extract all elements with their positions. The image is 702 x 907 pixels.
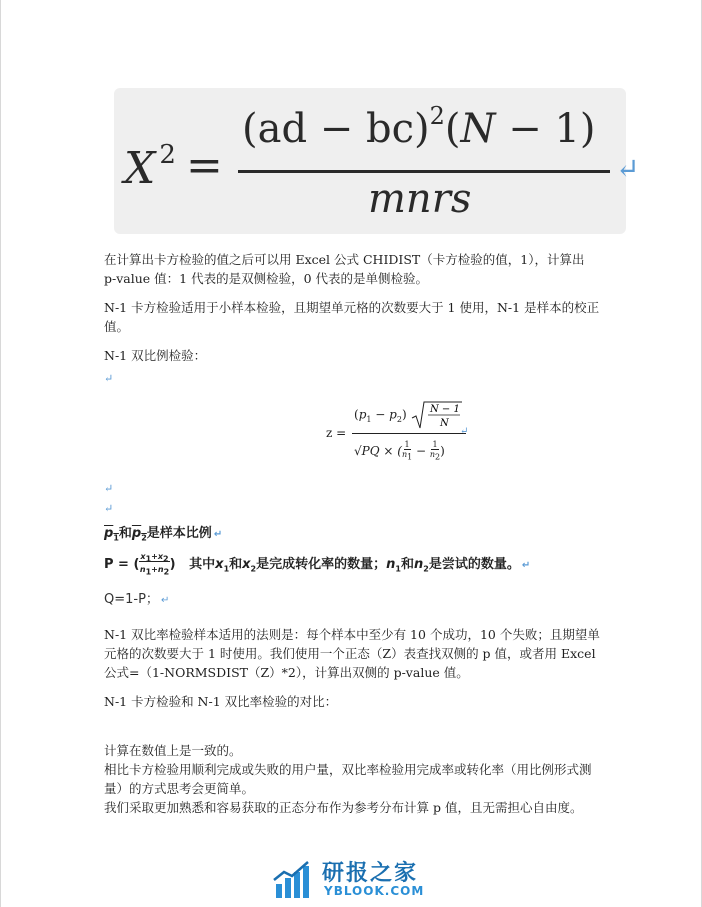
- formula-fraction-bar: [238, 170, 610, 173]
- logo-text-cn: 研报之家: [322, 861, 419, 886]
- site-logo: [272, 854, 442, 904]
- paragraph-consistent: 计算在数值上是一致的。: [104, 743, 242, 758]
- chi-square-formula-image: [114, 88, 640, 234]
- paragraph-n1-chi: N-1 卡方检验适用于小样本检验，且期望单元格的次数要大于 1 使用，N-1 是样本的校正值。: [104, 300, 600, 334]
- sqrt-numerator: N − 1: [430, 404, 461, 415]
- paragraph-n1-two-prop-heading: N-1 双比例检验：: [104, 348, 207, 363]
- pooled-proportion-line: $P = (x_1+x_2$ $n_1+n_2$) 其中$x_1$和$x_2$是完成转化率的数量；$n_1$和$n_2$是尝试的数量。 ↵: [104, 552, 531, 577]
- page-edge-left: [0, 0, 1, 907]
- paragraph-comparison-heading: N-1 卡方检验和 N-1 双比率检验的对比：: [104, 694, 338, 709]
- formula-denominator: mnrs: [368, 176, 472, 222]
- z-denominator: √PQ × ( 1 $n_1 - 1$ $n_2$): [354, 440, 445, 462]
- formula-lhs: X $^2$: [124, 140, 176, 194]
- paragraph-normal-dist: 我们采取更加熟悉和容易获取的正态分布作为参考分布计算 p 值，且无需担心自由度。: [104, 800, 583, 815]
- paragraph-n1-two-prop-rule: N-1 双比率检验样本适用的法则是：每个样本中至少有 10 个成功，10 个失败；且期望单元格的次数要大于 1 时使用。我们使用一个正态（Z）表查找双侧的 p 值，或者用 Excel 公式=（1-NORMSDIST（Z）*2），计算出双侧的 p-value 值。: [104, 627, 600, 680]
- return-mark-icon: ↵: [104, 372, 114, 385]
- return-mark-icon: ↵: [104, 482, 114, 495]
- logo-text-en: YBLOOK.COM: [324, 884, 425, 898]
- return-mark-icon: ↵: [460, 426, 469, 437]
- return-mark-icon: ↵: [616, 152, 640, 185]
- z-test-formula: [326, 396, 486, 476]
- z-numerator: $(p_1 - p_2)$ N − 1 N: [354, 400, 462, 430]
- z-fraction-bar: [352, 433, 466, 434]
- return-mark-icon: ↵: [104, 502, 114, 515]
- bar-chart-icon: [272, 858, 314, 900]
- paragraph-simpler: 相比卡方检验用顺利完成或失败的用户量，双比率检验用完成率或转化率（用比例形式测量）的方式思考会更简单。: [104, 762, 592, 796]
- paragraph-chidist: 在计算出卡方检验的值之后可以用 Excel 公式 CHIDIST（卡方检验的值，1），计算出 p-value 值：1 代表的是双侧检验，0 代表的是单侧检验。: [104, 252, 585, 286]
- sample-proportion-line: $p_1$和$p_2$是样本比例 ↵: [104, 526, 223, 543]
- formula-numerator: (ad − bc)$^2$(N − 1): [242, 102, 596, 152]
- formula-equals: =: [186, 140, 223, 191]
- q-definition-line: Q=1-P； ↵: [104, 592, 170, 607]
- sqrt-denominator: N: [440, 418, 450, 429]
- sqrt-sign: [410, 400, 462, 430]
- z-symbol: z =: [326, 426, 347, 440]
